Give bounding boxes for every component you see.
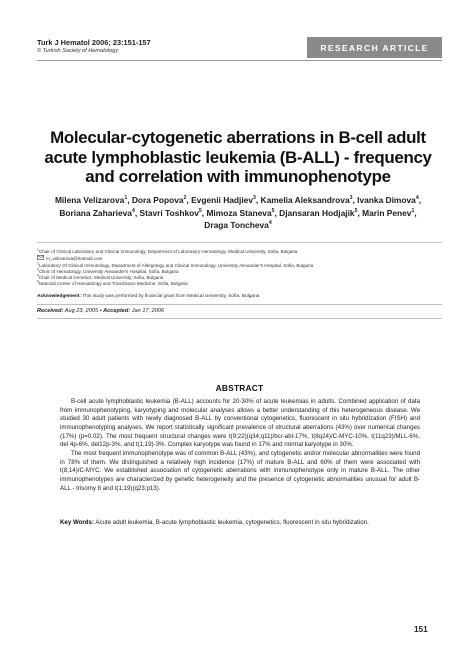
author: Dora Popova$^2$,: [131, 195, 192, 205]
page-number: 151: [414, 625, 428, 634]
abstract-heading: ABSTRACT: [215, 383, 264, 393]
journal-citation: Turk J Hematol 2006; 23:151-157: [37, 38, 151, 47]
author: Boriana Zaharieva$^4$,: [59, 207, 140, 218]
abstract-body: [60, 398, 420, 493]
affiliation-divider: [37, 242, 442, 243]
email-line: [37, 255, 442, 262]
title-line-3: and correlation with immunophenotype: [85, 167, 391, 187]
email-address: m_velizarova@hotmail.com: [46, 256, 103, 262]
title-line-2: acute lymphoblastic leukemia (B-ALL) - frequency: [44, 147, 432, 167]
acknowledgement-label: Acknowledgement:: [37, 294, 81, 299]
accepted-date: Jan 17, 2006: [130, 308, 165, 314]
section-label: RESEARCH ARTICLE: [320, 42, 429, 53]
author: Stavri Toshkov$^5$,: [139, 207, 207, 218]
received-label: Received:: [37, 308, 64, 314]
author: Draga Toncheva$^4$: [204, 220, 272, 231]
author: Marin Penev$^1$,: [362, 207, 417, 218]
acknowledgement: [37, 294, 442, 299]
author-list: [40, 194, 436, 232]
author: Milena Velizarova$^1$,: [54, 195, 132, 205]
affiliation-item: $^4$Chair of Medical Genetics, Medical University, Sofia, Bulgaria: [37, 273, 164, 281]
author: Djansaran Hodjajik$^5$,: [279, 207, 363, 218]
author: Mimoza Staneva$^5$,: [206, 207, 280, 218]
accepted-label: Accepted:: [103, 308, 131, 314]
header-divider: [37, 60, 442, 61]
keywords: [60, 519, 420, 528]
author: Kamelia Aleksandrova$^3$,: [260, 195, 358, 205]
received-date: Aug 23, 2005: [63, 308, 99, 314]
keywords-label: Key Words:: [60, 519, 95, 526]
article-title: [30, 128, 446, 187]
acknowledgement-text: This study was performed by financial grant from Medical University, Sofia, Bulgaria: [80, 294, 260, 299]
copyright-line: © Turkish Society of Hematology: [37, 48, 119, 54]
submission-dates: Received: Aug 23, 2005 • Accepted: Jan 17, 2006: [37, 308, 165, 314]
affiliation-item: $^5$National Center of Hematology and Transfusion Medicine, Sofia, Bulgaria: [37, 279, 188, 287]
abstract-paragraph: The most frequent immunophenotype was of common B-ALL (43%), and cytogenetic and/or molecular abnormalities were found in 78% of them. We distinguished a relatively high incidence (17%) of mature B-ALL and 60% of them were associated with t(8;14)/C-MYC. We established association of cytogenetic aberrations with immunophenotype only in mature B-ALL. The other immunophenotypes are characterized by genetic heterogeneity and the presence of cytogenetic abnormalities unusual for adult B-ALL - trisomy 8 and t(1;19)(q23;p13).: [60, 449, 420, 492]
dates-divider-bottom: [37, 318, 442, 319]
title-line-1: Molecular-cytogenetic aberrations in B-cell adult: [50, 128, 426, 147]
author: Evgenii Hadjiev$^3$,: [191, 195, 261, 205]
abstract-paragraph: B-cell acute lymphoblastic leukemia (B-ALL) accounts for 20-30% of acute leukemias in adults. Combined application of data from immunophenotyping, karyotyping and molecular analyses allows a better understanding of this heterogeneous disease. We studied 30 adult patients with newly diagnosed B-ALL by conventional cytogenetics, fluorescent in situ hybridization (FISH) and immunophenotyping analyses. We report statistically significant prevalence of structural aberrations (43%) over numerical changes (17%) (p=0.02). The most frequent structural changes were t(9;22)(q34;q11)/bcr-abl-17%, t(8q24)/C-MYC-10%, t(11q23)/MLL-6%, del 4p-6%, del12p-3%, and t(1;19)-3%. Complex karyotype was found in 17% and normal karyotype in 30%.: [60, 398, 420, 449]
author: Ivanka Dimova$^4$,: [357, 195, 422, 205]
affiliation-item: $^1$Chair of Clinical Laboratory and Clinical Immunology, Department of Laboratory Hematology, Medical University, Sofia, Bulgaria: [37, 247, 298, 254]
affiliation-item: $^2$Laboratory Of Clinical Immunology, Department of Allergology and Clinical Immunology, University Alexander's Hospital, Sofia, Bulgaria: [37, 261, 314, 268]
affiliation-list: [37, 249, 442, 288]
keywords-text: Acute adult leukemia, B-acute lymphoblastic leukemia, cytogenetics, fluorescent in situ hybridization.: [94, 519, 369, 526]
section-banner: [307, 37, 442, 58]
dates-divider-top: [37, 304, 442, 305]
affiliation-item: $^3$Clinic of Hematology, University Alexander's Hospital, Sofia, Bulgaria: [37, 267, 179, 274]
